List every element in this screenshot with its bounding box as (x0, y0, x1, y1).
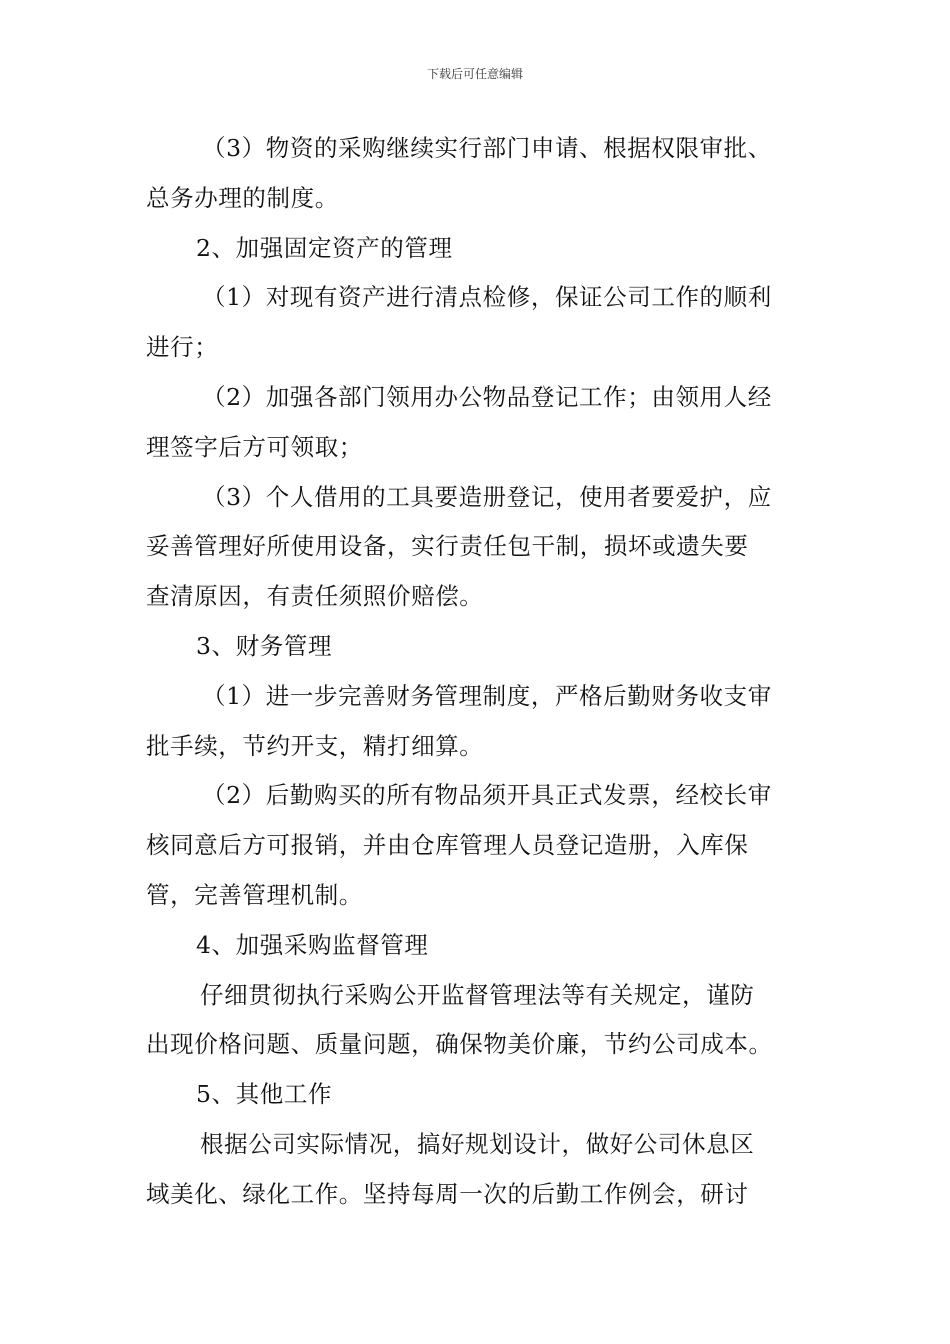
paragraph-line: 批手续，节约开支，精打细算。 (146, 731, 484, 760)
paragraph-line: 域美化、绿化工作。坚持每周一次的后勤工作例会，研讨 (146, 1179, 749, 1208)
section-heading: 2、加强固定资产的管理 (196, 233, 453, 262)
paragraph-line: 理签字后方可领取； (146, 432, 363, 461)
paragraph-line: 仔细贯彻执行采购公开监督管理法等有关规定，谨防 (200, 980, 755, 1009)
section-heading: 3、财务管理 (196, 631, 333, 660)
paragraph-line: 管，完善管理机制。 (146, 880, 363, 909)
paragraph-line: （3）物资的采购继续实行部门申请、根据权限审批、 (202, 134, 772, 162)
paragraph-line: （1）进一步完善财务管理制度，严格后勤财务收支审 (202, 681, 772, 710)
section-heading: 5、其他工作 (196, 1080, 333, 1109)
paragraph-line: （3）个人借用的工具要造册登记，使用者要爱护，应 (202, 482, 772, 511)
paragraph-line: 核同意后方可报销，并由仓库管理人员登记造册，入库保 (146, 831, 749, 860)
paragraph-line: 出现价格问题、质量问题，确保物美价廉，节约公司成本。 (146, 1030, 773, 1059)
document-body (146, 124, 808, 1220)
paragraph-line: （2）加强各部门领用办公物品登记工作；由领用人经 (202, 382, 772, 411)
section-heading: 4、加强采购监督管理 (196, 930, 429, 959)
paragraph-line: 根据公司实际情况，搞好规划设计，做好公司休息区 (200, 1129, 755, 1158)
paragraph-line: 妥善管理好所使用设备，实行责任包干制，损坏或遗失要 (146, 532, 749, 561)
paragraph-line: （2）后勤购买的所有物品须开具正式发票，经校长审 (202, 781, 772, 810)
paragraph-line: 查清原因，有责任须照价赔偿。 (146, 582, 484, 611)
paragraph-line: （1）对现有资产进行清点检修，保证公司工作的顺利 (202, 283, 772, 312)
paragraph-line: 总务办理的制度。 (146, 183, 339, 212)
paragraph-line: 进行； (146, 333, 219, 362)
page-header-note: 下载后可任意编辑 (426, 67, 523, 81)
